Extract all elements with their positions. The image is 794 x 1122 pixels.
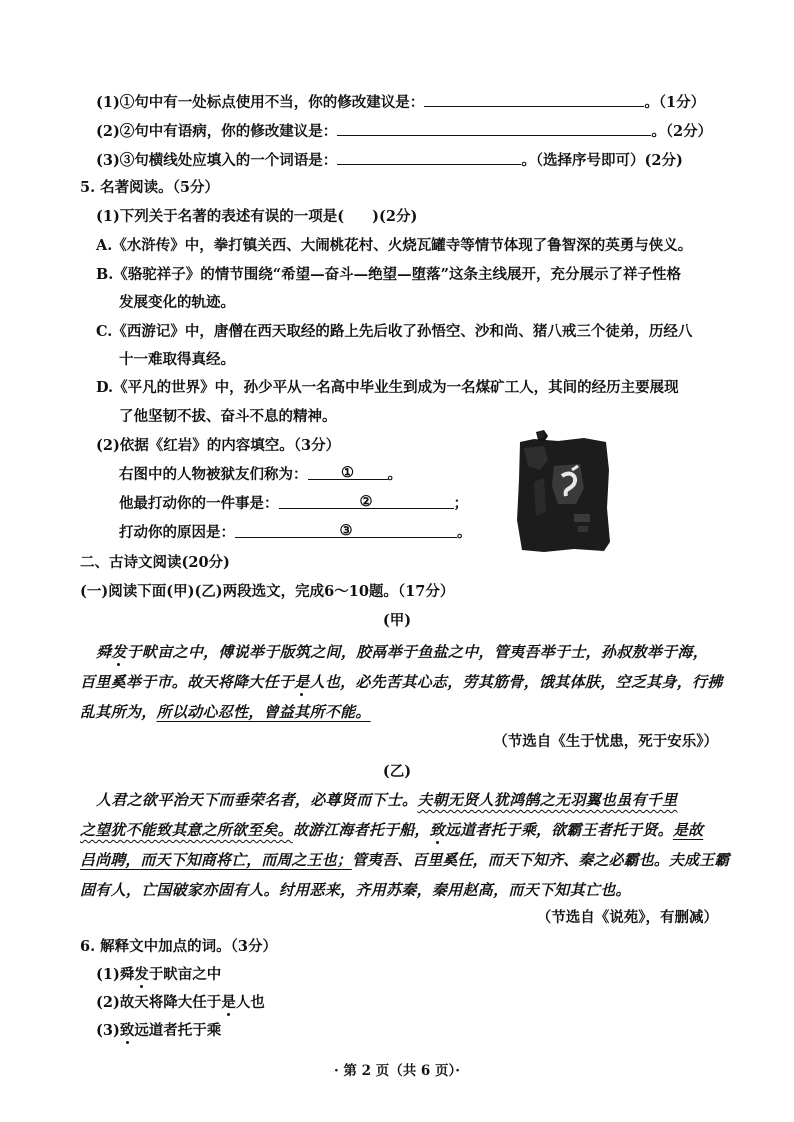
passage-yi-source: （节选自《说苑》，有删减） <box>536 909 718 926</box>
fill-line-2: 他最打动你的一件事是： ② ； <box>119 493 468 512</box>
q4-item-2: (2)②句中有语病，你的修改建议是： 。（2分） <box>96 123 713 140</box>
option-d-line1: D.《平凡的世界》中，孙少平从一名高中毕业生到成为一名煤矿工人，其间的经历主要展现 <box>96 379 679 396</box>
option-b-line1: B.《骆驼祥子》的情节围绕“希望—奋斗—绝望—堕落”这条主线展开，充分展示了祥子性格 <box>96 266 681 283</box>
dotted-word-fa: 发 <box>111 643 127 661</box>
fill-blank-1[interactable]: ① <box>308 465 388 480</box>
answer-blank-3[interactable] <box>337 150 521 165</box>
character-portrait-image <box>514 430 612 556</box>
fill-blank-2[interactable]: ② <box>279 494 454 509</box>
passage-jia-title: (甲) <box>382 612 412 629</box>
fill-line-1: 右图中的人物被狱友们称为： ① 。 <box>119 464 402 483</box>
dotted-word-shi-q6: 是 <box>221 994 236 1011</box>
option-a: A.《水浒传》中，拳打镇关西、大闹桃花村、火烧瓦罐寺等情节体现了鲁智深的英勇与侠义。 <box>96 237 693 254</box>
dotted-word-zhi: 致 <box>429 821 445 839</box>
passage-jia-line-2: 百里奚举于市。故天将降大任于是人也，必先苦其心志，劳其筋骨，饿其体肤，空乏其身，行拂 <box>80 673 723 691</box>
option-b-line2: 发展变化的轨迹。 <box>119 294 235 311</box>
passage-yi-line-2: 之望犹不能致其意之所欲至矣。故游江海者托于船，致远道者托于乘，欲霸王者托于贤。是故 <box>80 821 704 839</box>
q6-item-2: (2)故天将降大任于是人也 <box>96 994 265 1011</box>
passage-yi-title: (乙) <box>382 763 412 780</box>
answer-blank-1[interactable] <box>424 92 644 107</box>
page-number-footer: · 第 2 页（共 6 页）· <box>334 1063 460 1079</box>
passage-jia-line-3: 乱其所为，所以动心忍性，曾益其所不能。 <box>80 703 371 721</box>
dotted-word-shi: 是 <box>294 673 310 691</box>
q6-heading: 6. 解释文中加点的词。（3分） <box>80 938 278 955</box>
underlined-start-yi: 是故 <box>672 821 704 839</box>
q5-heading: 5. 名著阅读。（5分） <box>80 179 220 196</box>
dotted-word-fa-q6: 发 <box>134 966 149 983</box>
fill-blank-3[interactable]: ③ <box>235 523 457 538</box>
dotted-word-zhi-q6: 致 <box>119 1022 135 1039</box>
q6-item-3: (3)致远道者托于乘 <box>96 1022 222 1039</box>
q5-part1-stem: (1)下列关于名著的表述有误的一项是( )(2分) <box>96 208 418 225</box>
option-c-line2: 十一难取得真经。 <box>119 351 235 368</box>
option-d-line2: 了他坚韧不拔、奋斗不息的精神。 <box>119 408 337 425</box>
passage-jia-source: （节选自《生于忧患，死于安乐》） <box>493 733 718 750</box>
q4-item-1: (1)①句中有一处标点使用不当，你的修改建议是： 。（1分） <box>96 94 706 111</box>
passage-yi-line-4: 固有人，亡国破家亦固有人。纣用恶来，齐用苏秦，秦用赵高，而天下知其亡也。 <box>80 881 631 899</box>
wavy-underlined-sentence: 夫朝无贤人犹鸿鹄之无羽翼也虽有千里 <box>417 791 678 809</box>
underlined-sentence-yi: 吕尚聘，而天下知商将亡，而周之王也； <box>80 851 352 869</box>
underlined-sentence-jia: 所以动心忍性，曾益其所不能。 <box>156 703 371 721</box>
fill-line-3: 打动你的原因是： ③ 。 <box>119 522 472 541</box>
wavy-underlined-continued: 之望犹不能致其意之所欲至矣。 <box>80 821 293 839</box>
option-c-line1: C.《西游记》中，唐僧在西天取经的路上先后收了孙悟空、沙和尚、猪八戒三个徒弟，历经八 <box>96 323 693 340</box>
passage-yi-line-1: 人君之欲平治天下而垂荣名者，必尊贤而下士。夫朝无贤人犹鸿鹄之无羽翼也虽有千里 <box>96 791 678 809</box>
passage-yi-line-3: 吕尚聘，而天下知商将亡，而周之王也；管夷吾、百里奚任，而天下知齐、秦之必霸也。夫成王霸 <box>80 851 730 869</box>
answer-blank-2[interactable] <box>337 121 651 136</box>
section-2-heading: 二、古诗文阅读(20分) <box>80 554 230 571</box>
passage-jia-line-1: 舜发于畎亩之中，傅说举于版筑之间，胶鬲举于鱼盐之中，管夷吾举于士，孙叔敖举于海， <box>96 643 709 661</box>
q5-part2-stem: (2)依据《红岩》的内容填空。（3分） <box>96 437 341 454</box>
q4-item-3: (3)③句横线处应填入的一个词语是： 。（选择序号即可）(2分) <box>96 152 683 169</box>
section-2-intro: (一)阅读下面(甲)(乙)两段选文，完成6～10题。（17分） <box>80 583 455 600</box>
q6-item-1: (1)舜发于畎亩之中 <box>96 966 222 983</box>
